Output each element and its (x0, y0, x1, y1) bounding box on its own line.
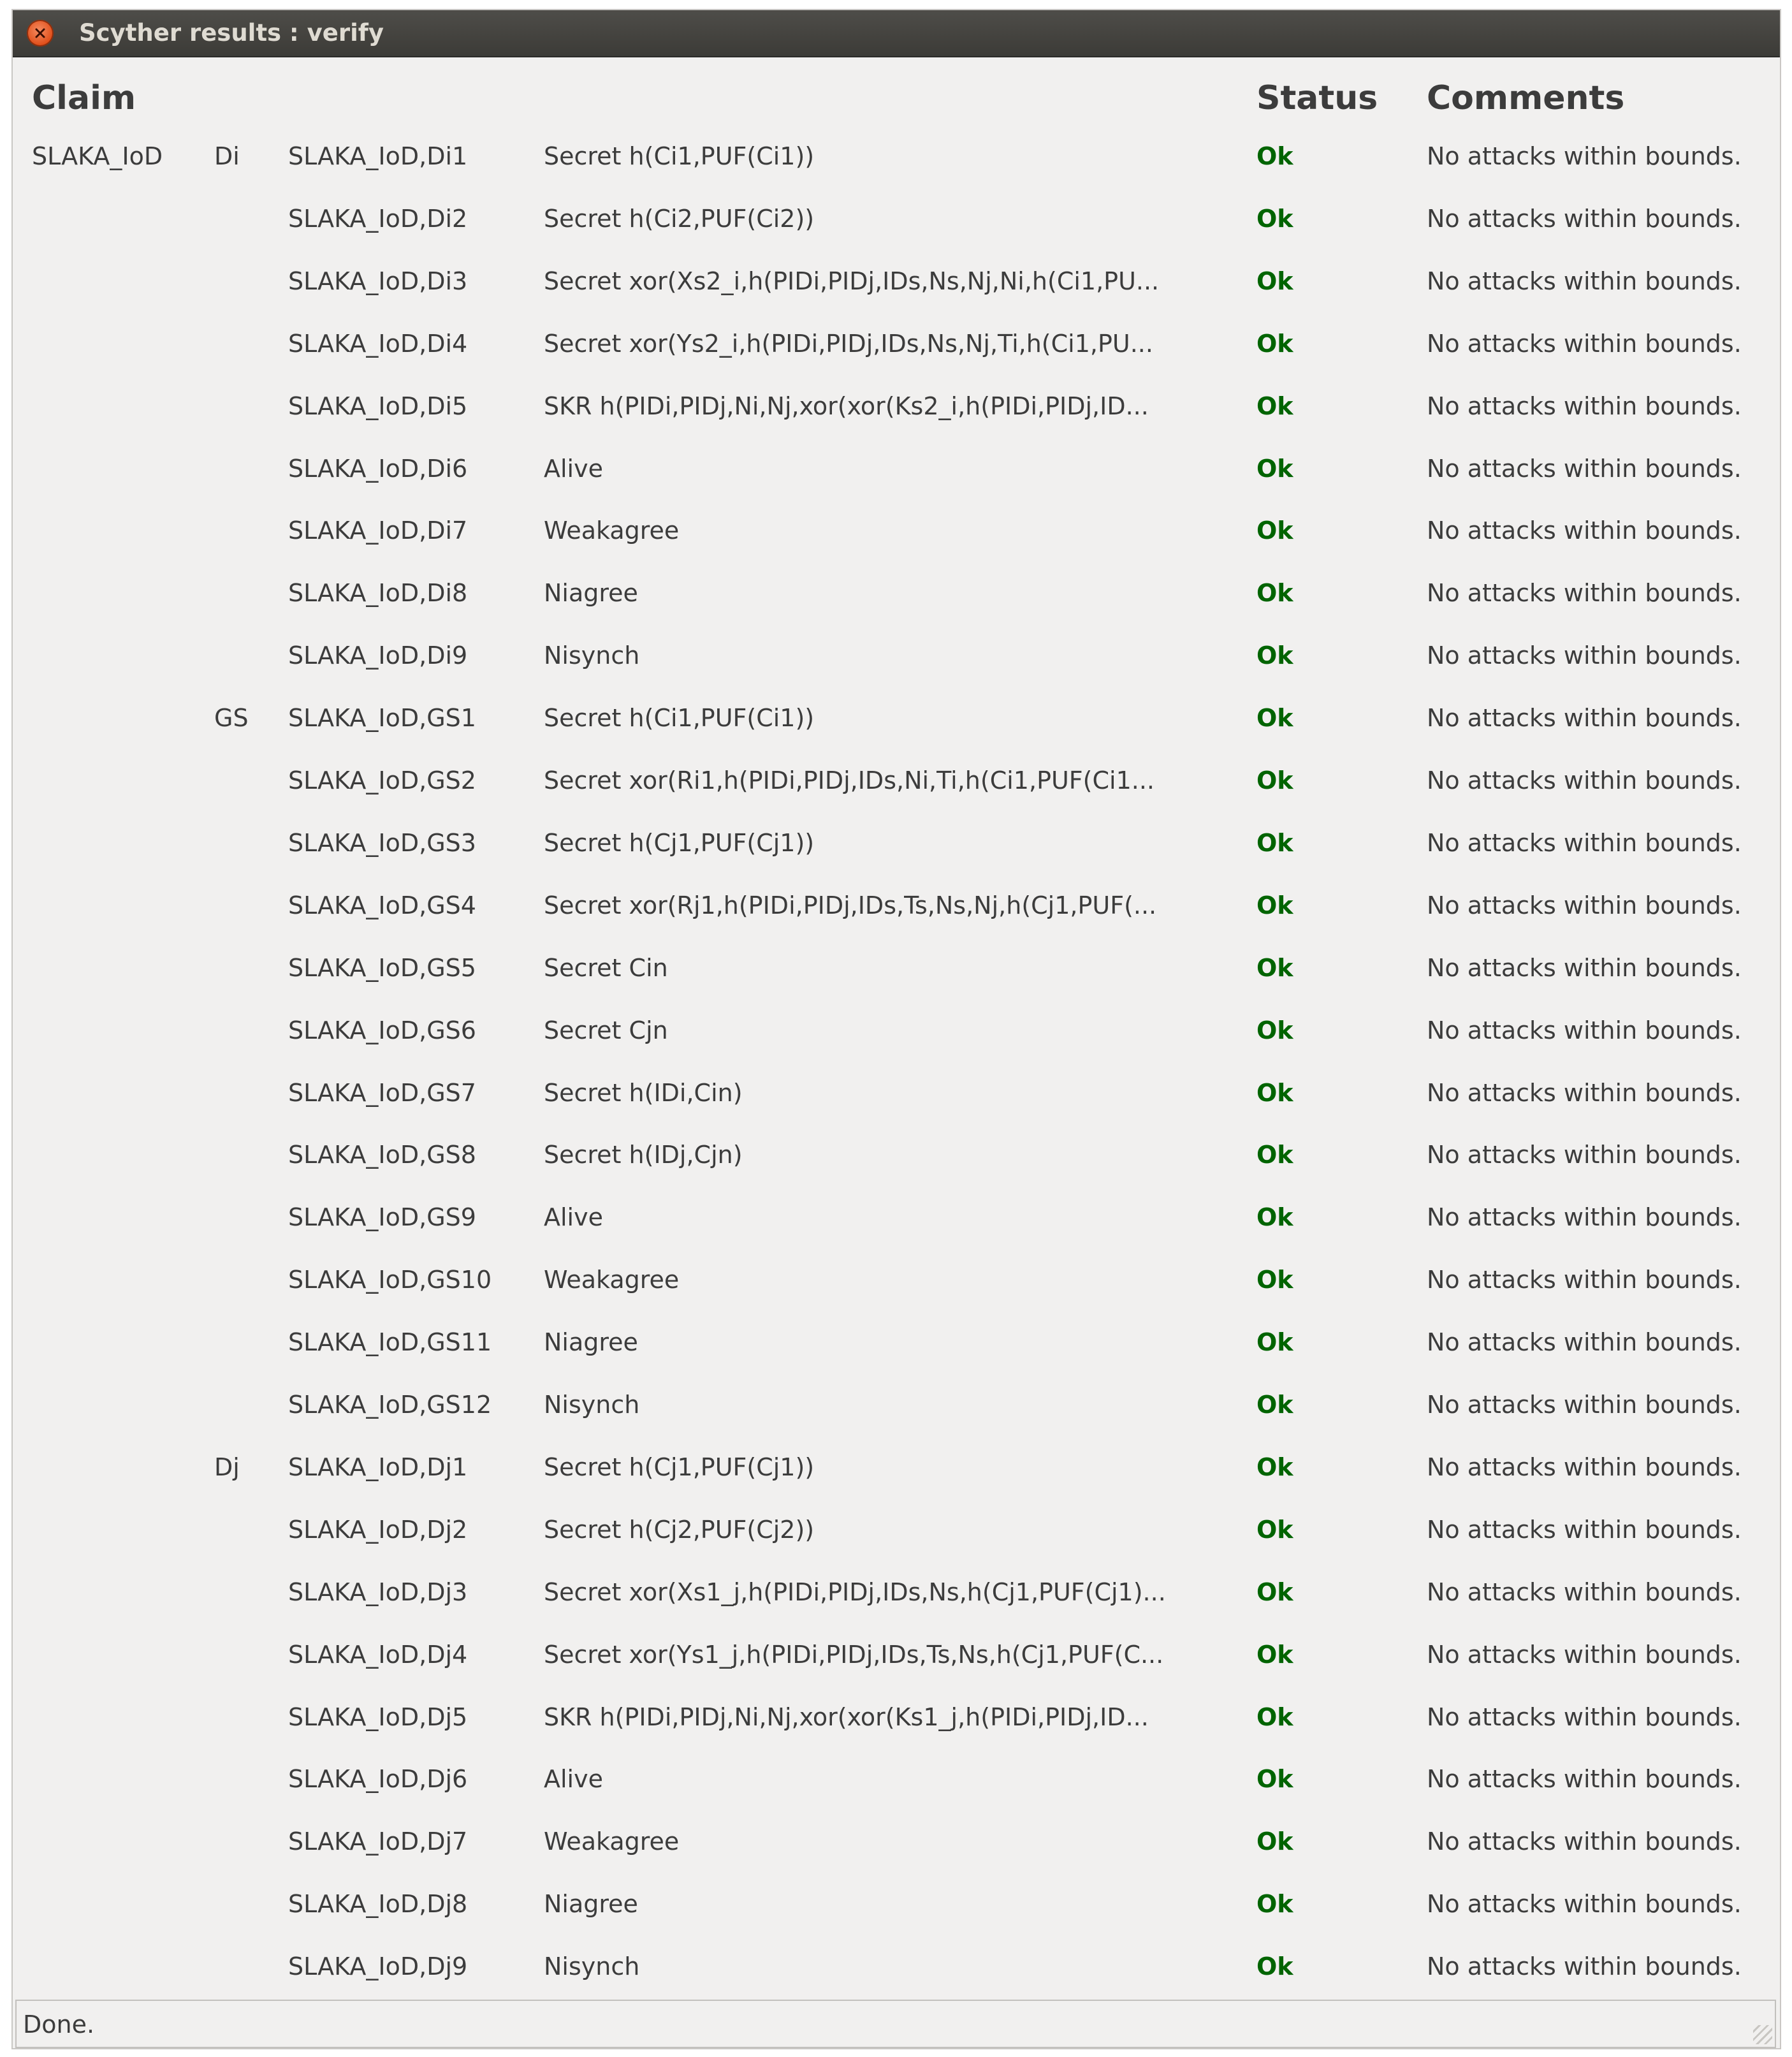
cell-claim: Secret xor(Xs1_j,h(PIDi,PIDj,IDs,Ns,h(Cj1,PUF(Cj1)... (544, 1578, 1166, 1606)
title-bar[interactable] (13, 10, 1780, 57)
cell-claim-id: SLAKA_IoD,Di6 (288, 455, 468, 483)
cell-claim: Secret Cin (544, 954, 668, 982)
window-title: Scyther results : verify (79, 19, 384, 47)
cell-comment: No attacks within bounds. (1427, 1703, 1742, 1731)
cell-status: Ok (1257, 579, 1293, 607)
cell-status: Ok (1257, 1827, 1293, 1856)
cell-claim-id: SLAKA_IoD,GS3 (288, 829, 476, 857)
cell-status: Ok (1257, 891, 1293, 919)
cell-claim-id: SLAKA_IoD,Di9 (288, 641, 468, 670)
header-claim: Claim (32, 79, 136, 117)
cell-claim-id: SLAKA_IoD,Di5 (288, 392, 468, 420)
cell-status: Ok (1257, 766, 1293, 794)
cell-comment: No attacks within bounds. (1427, 829, 1742, 857)
cell-status: Ok (1257, 1641, 1293, 1669)
cell-comment: No attacks within bounds. (1427, 330, 1742, 358)
cell-claim-id: SLAKA_IoD,GS11 (288, 1328, 492, 1356)
cell-comment: No attacks within bounds. (1427, 455, 1742, 483)
cell-comment: No attacks within bounds. (1427, 766, 1742, 794)
cell-claim-id: SLAKA_IoD,GS6 (288, 1016, 476, 1044)
cell-status: Ok (1257, 267, 1293, 295)
cell-status: Ok (1257, 641, 1293, 670)
cell-comment: No attacks within bounds. (1427, 891, 1742, 919)
cell-status: Ok (1257, 1516, 1293, 1544)
cell-claim: Alive (544, 455, 603, 483)
cell-claim: Niagree (544, 1890, 638, 1918)
cell-status: Ok (1257, 1391, 1293, 1419)
cell-comment: No attacks within bounds. (1427, 1827, 1742, 1856)
cell-claim: Nisynch (544, 1391, 640, 1419)
cell-status: Ok (1257, 516, 1293, 545)
cell-claim-id: SLAKA_IoD,Di2 (288, 205, 468, 233)
cell-status: Ok (1257, 1141, 1293, 1169)
cell-claim-id: SLAKA_IoD,Dj5 (288, 1703, 468, 1731)
cell-comment: No attacks within bounds. (1427, 1952, 1742, 1980)
cell-claim: Secret h(Ci1,PUF(Ci1)) (544, 704, 815, 732)
cell-claim: Alive (544, 1203, 603, 1231)
cell-claim: Secret xor(Rj1,h(PIDi,PIDj,IDs,Ts,Ns,Nj,h(Cj1,PUF(... (544, 891, 1157, 919)
cell-claim-id: SLAKA_IoD,Di3 (288, 267, 468, 295)
cell-role: Dj (214, 1453, 240, 1481)
cell-claim: Secret h(Cj2,PUF(Cj2)) (544, 1516, 815, 1544)
cell-claim: Alive (544, 1765, 603, 1793)
results-window (13, 10, 1780, 2048)
cell-comment: No attacks within bounds. (1427, 142, 1742, 170)
cell-comment: No attacks within bounds. (1427, 1079, 1742, 1107)
cell-status: Ok (1257, 1703, 1293, 1731)
cell-claim-id: SLAKA_IoD,GS9 (288, 1203, 476, 1231)
cell-comment: No attacks within bounds. (1427, 1765, 1742, 1793)
cell-status: Ok (1257, 954, 1293, 982)
cell-claim: Secret Cjn (544, 1016, 668, 1044)
cell-comment: No attacks within bounds. (1427, 704, 1742, 732)
cell-claim: Secret xor(Ys1_j,h(PIDi,PIDj,IDs,Ts,Ns,h(Cj1,PUF(C... (544, 1641, 1164, 1669)
cell-claim-id: SLAKA_IoD,GS4 (288, 891, 476, 919)
cell-claim-id: SLAKA_IoD,Dj4 (288, 1641, 468, 1669)
cell-claim-id: SLAKA_IoD,Dj2 (288, 1516, 468, 1544)
cell-status: Ok (1257, 1453, 1293, 1481)
cell-status: Ok (1257, 392, 1293, 420)
cell-status: Ok (1257, 1079, 1293, 1107)
cell-claim: SKR h(PIDi,PIDj,Ni,Nj,xor(xor(Ks2_i,h(PIDi,PIDj,ID... (544, 392, 1149, 420)
cell-claim: Niagree (544, 579, 638, 607)
cell-status: Ok (1257, 1328, 1293, 1356)
cell-role: Di (214, 142, 240, 170)
cell-comment: No attacks within bounds. (1427, 1328, 1742, 1356)
cell-claim: Secret h(IDj,Cjn) (544, 1141, 743, 1169)
cell-role: GS (214, 704, 249, 732)
cell-comment: No attacks within bounds. (1427, 954, 1742, 982)
cell-comment: No attacks within bounds. (1427, 641, 1742, 670)
cell-claim: Secret h(Cj1,PUF(Cj1)) (544, 1453, 815, 1481)
cell-claim-id: SLAKA_IoD,Dj9 (288, 1952, 468, 1980)
cell-comment: No attacks within bounds. (1427, 1391, 1742, 1419)
cell-claim: Weakagree (544, 1266, 680, 1294)
cell-claim: Secret xor(Xs2_i,h(PIDi,PIDj,IDs,Ns,Nj,Ni,h(Ci1,PU... (544, 267, 1160, 295)
resize-grip-icon[interactable] (1753, 2025, 1772, 2044)
cell-claim: Weakagree (544, 1827, 680, 1856)
cell-status: Ok (1257, 1203, 1293, 1231)
cell-claim: SKR h(PIDi,PIDj,Ni,Nj,xor(xor(Ks1_j,h(PIDi,PIDj,ID... (544, 1703, 1149, 1731)
cell-comment: No attacks within bounds. (1427, 1266, 1742, 1294)
cell-comment: No attacks within bounds. (1427, 392, 1742, 420)
cell-comment: No attacks within bounds. (1427, 1890, 1742, 1918)
cell-status: Ok (1257, 829, 1293, 857)
cell-claim: Secret h(Ci2,PUF(Ci2)) (544, 205, 815, 233)
close-icon (34, 27, 47, 40)
cell-comment: No attacks within bounds. (1427, 1641, 1742, 1669)
cell-claim-id: SLAKA_IoD,Dj7 (288, 1827, 468, 1856)
close-button[interactable] (27, 20, 54, 47)
cell-claim-id: SLAKA_IoD,Di4 (288, 330, 468, 358)
cell-status: Ok (1257, 142, 1293, 170)
cell-comment: No attacks within bounds. (1427, 579, 1742, 607)
cell-status: Ok (1257, 1578, 1293, 1606)
cell-claim-id: SLAKA_IoD,GS7 (288, 1079, 476, 1107)
cell-claim-id: SLAKA_IoD,GS5 (288, 954, 476, 982)
header-comments: Comments (1427, 79, 1625, 117)
cell-status: Ok (1257, 1890, 1293, 1918)
cell-claim-id: SLAKA_IoD,GS10 (288, 1266, 492, 1294)
cell-comment: No attacks within bounds. (1427, 267, 1742, 295)
cell-claim: Secret h(Cj1,PUF(Cj1)) (544, 829, 815, 857)
cell-status: Ok (1257, 1765, 1293, 1793)
cell-claim-id: SLAKA_IoD,Dj1 (288, 1453, 468, 1481)
cell-status: Ok (1257, 1266, 1293, 1294)
cell-status: Ok (1257, 1952, 1293, 1980)
cell-comment: No attacks within bounds. (1427, 205, 1742, 233)
cell-comment: No attacks within bounds. (1427, 1578, 1742, 1606)
cell-claim-id: SLAKA_IoD,GS8 (288, 1141, 476, 1169)
cell-claim: Niagree (544, 1328, 638, 1356)
status-bar (15, 2000, 1776, 2048)
cell-claim: Nisynch (544, 641, 640, 670)
cell-claim: Nisynch (544, 1952, 640, 1980)
cell-status: Ok (1257, 205, 1293, 233)
header-status: Status (1257, 79, 1378, 117)
cell-status: Ok (1257, 455, 1293, 483)
cell-comment: No attacks within bounds. (1427, 1516, 1742, 1544)
cell-comment: No attacks within bounds. (1427, 1203, 1742, 1231)
cell-claim-id: SLAKA_IoD,GS2 (288, 766, 476, 794)
cell-claim: Weakagree (544, 516, 680, 545)
cell-claim-id: SLAKA_IoD,Di1 (288, 142, 468, 170)
cell-comment: No attacks within bounds. (1427, 516, 1742, 545)
cell-comment: No attacks within bounds. (1427, 1016, 1742, 1044)
cell-status: Ok (1257, 330, 1293, 358)
cell-claim-id: SLAKA_IoD,Di8 (288, 579, 468, 607)
cell-status: Ok (1257, 1016, 1293, 1044)
status-text: Done. (23, 2010, 95, 2039)
cell-claim: Secret h(IDi,Cin) (544, 1079, 743, 1107)
cell-protocol: SLAKA_IoD (32, 142, 163, 170)
cell-claim-id: SLAKA_IoD,GS1 (288, 704, 476, 732)
cell-status: Ok (1257, 704, 1293, 732)
cell-claim-id: SLAKA_IoD,Dj8 (288, 1890, 468, 1918)
cell-claim-id: SLAKA_IoD,Di7 (288, 516, 468, 545)
cell-claim-id: SLAKA_IoD,GS12 (288, 1391, 492, 1419)
cell-claim: Secret xor(Ri1,h(PIDi,PIDj,IDs,Ni,Ti,h(Ci1,PUF(Ci1... (544, 766, 1155, 794)
cell-claim-id: SLAKA_IoD,Dj6 (288, 1765, 468, 1793)
cell-claim-id: SLAKA_IoD,Dj3 (288, 1578, 468, 1606)
cell-comment: No attacks within bounds. (1427, 1141, 1742, 1169)
cell-claim: Secret h(Ci1,PUF(Ci1)) (544, 142, 815, 170)
cell-comment: No attacks within bounds. (1427, 1453, 1742, 1481)
cell-claim: Secret xor(Ys2_i,h(PIDi,PIDj,IDs,Ns,Nj,Ti,h(Ci1,PU... (544, 330, 1153, 358)
